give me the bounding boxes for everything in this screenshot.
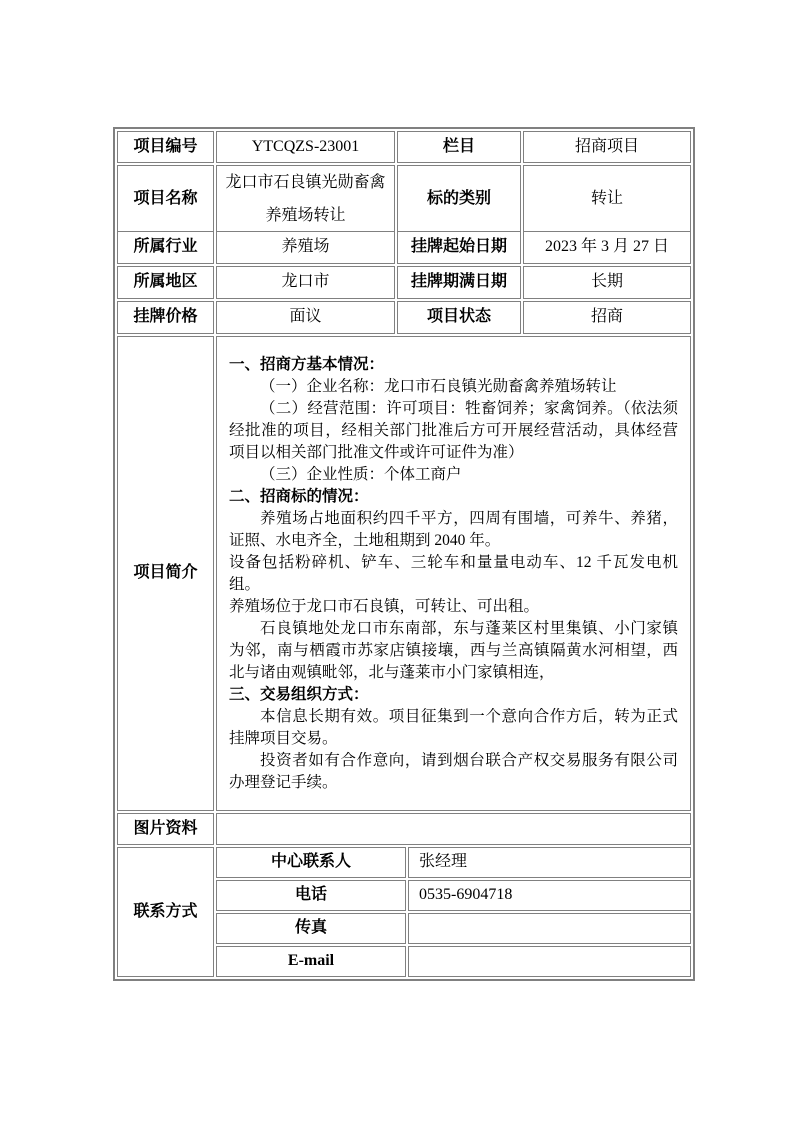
target-category-value: 转让: [523, 165, 691, 233]
summary-paragraph: 二、招商标的情况：: [229, 487, 369, 505]
table-row: [117, 813, 691, 845]
project-name-value: 龙口市石良镇光勋畜禽养殖场转让: [216, 165, 395, 233]
summary-paragraph: 石良镇地处龙口市东南部，东与蓬莱区村里集镇、小门家镇为邻，南与栖霞市苏家店镇接壤，西与兰高镇隔黄水河相望，西北与诸由观镇毗邻，北与蓬莱市小门家镇相连，: [229, 619, 678, 681]
summary-paragraph: （三）企业性质：个体工商户: [260, 465, 462, 483]
listing-price-value: 面议: [216, 301, 395, 334]
summary-paragraph: 投资者如有合作意向，请到烟台联合产权交易服务有限公司办理登记手续。: [229, 751, 678, 791]
contact-row: [216, 946, 691, 977]
contact-section: [117, 847, 691, 977]
summary-paragraph: 一、招商方基本情况：: [229, 355, 385, 373]
table-row: [117, 301, 691, 334]
summary-paragraph: 养殖场位于龙口市石良镇，可转让、可出租。: [229, 597, 540, 615]
listing-start-date-value: 2023 年 3 月 27 日: [523, 231, 691, 264]
summary-paragraph: （一）企业名称：龙口市石良镇光勋畜禽养殖场转让: [260, 377, 617, 395]
contact-row: [216, 847, 691, 878]
column-label: 栏目: [397, 131, 521, 163]
project-summary-text: [229, 354, 678, 794]
summary-paragraph: （二）经营范围：许可项目：牲畜饲养；家禽饲养。（依法须经批准的项目，经相关部门批准后方可开展经营活动，具体经营项目以相关部门批准文件或许可证件为准）: [229, 399, 678, 461]
project-summary-content: [216, 336, 691, 811]
project-number-label: 项目编号: [117, 131, 214, 163]
contact-person-value: 张经理: [408, 847, 691, 878]
listing-expiry-date-label: 挂牌期满日期: [397, 266, 521, 299]
listing-price-label: 挂牌价格: [117, 301, 214, 334]
phone-label: 电话: [216, 880, 406, 911]
target-category-label: 标的类别: [397, 165, 521, 233]
summary-paragraph: 本信息长期有效。项目征集到一个意向合作方后，转为正式挂牌项目交易。: [229, 707, 678, 747]
project-info-table: [113, 127, 695, 981]
column-value: 招商项目: [523, 131, 691, 163]
images-content: [216, 813, 691, 845]
project-status-label: 项目状态: [397, 301, 521, 334]
summary-paragraph: 三、交易组织方式：: [229, 685, 369, 703]
table-row: [117, 266, 691, 299]
table-row: [117, 336, 691, 811]
contact-person-label: 中心联系人: [216, 847, 406, 878]
table-row: [117, 231, 691, 264]
project-name-label: 项目名称: [117, 165, 214, 233]
project-summary-label: 项目简介: [117, 336, 214, 811]
fax-value: [408, 913, 691, 944]
contact-row: [216, 913, 691, 944]
contact-rows: [216, 847, 691, 977]
region-label: 所属地区: [117, 266, 214, 299]
region-value: 龙口市: [216, 266, 395, 299]
project-status-value: 招商: [523, 301, 691, 334]
industry-value: 养殖场: [216, 231, 395, 264]
summary-paragraph: 设备包括粉碎机、铲车、三轮车和量量电动车、12 千瓦发电机组。: [229, 553, 678, 593]
project-number-value: YTCQZS-23001: [216, 131, 395, 163]
listing-start-date-label: 挂牌起始日期: [397, 231, 521, 264]
contact-label: 联系方式: [117, 847, 214, 977]
listing-expiry-date-value: 长期: [523, 266, 691, 299]
industry-label: 所属行业: [117, 231, 214, 264]
fax-label: 传真: [216, 913, 406, 944]
summary-paragraph: 养殖场占地面积约四千平方，四周有围墙，可养牛、养猪，证照、水电齐全，土地租期到 2040 年。: [229, 509, 678, 549]
email-value: [408, 946, 691, 977]
table-row: [117, 131, 691, 163]
phone-value: 0535-6904718: [408, 880, 691, 911]
table-row: [117, 165, 691, 229]
contact-row: [216, 880, 691, 911]
images-label: 图片资料: [117, 813, 214, 845]
email-label: E-mail: [216, 946, 406, 977]
